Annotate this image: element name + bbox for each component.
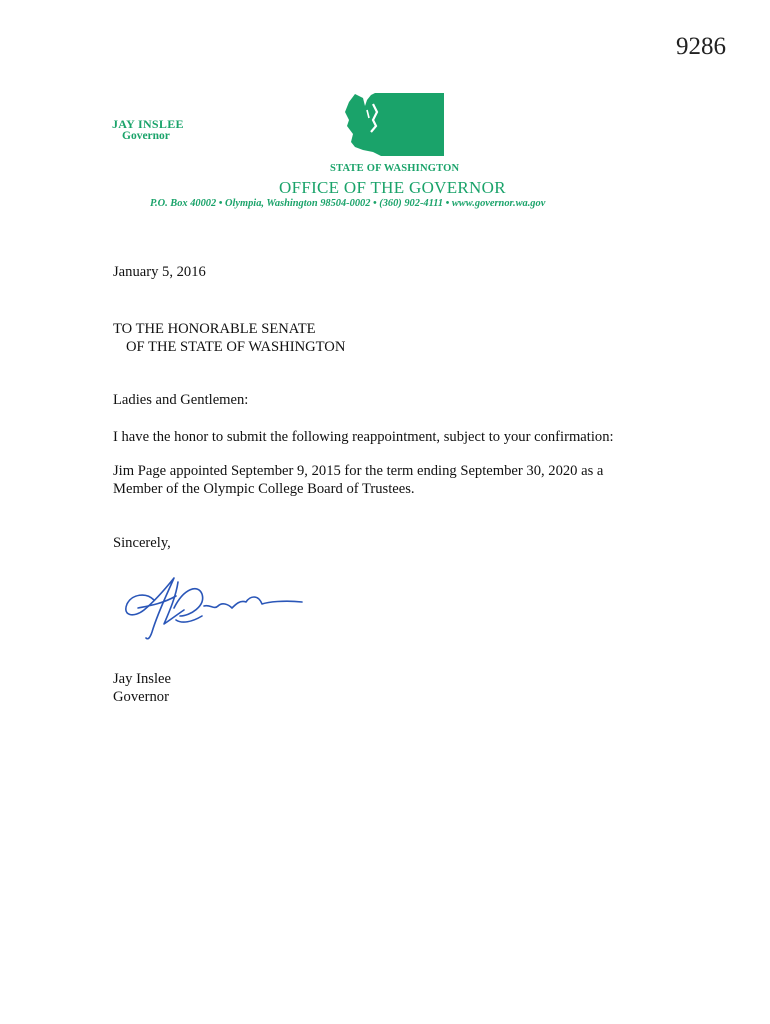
office-title: OFFICE OF THE GOVERNOR <box>279 178 506 197</box>
appointment-line-2: Member of the Olympic College Board of Trustees. <box>113 481 415 497</box>
appointment-line-1: Jim Page appointed September 9, 2015 for the term ending September 30, 2020 as a <box>113 463 604 479</box>
governor-title: Governor <box>122 130 170 142</box>
salutation-line-2: OF THE STATE OF WASHINGTON <box>126 339 346 355</box>
signer-name: Jay Inslee <box>113 671 171 687</box>
salutation-line-1: TO THE HONORABLE SENATE <box>113 321 316 337</box>
greeting: Ladies and Gentlemen: <box>113 392 249 408</box>
state-label: STATE OF WASHINGTON <box>330 163 460 174</box>
washington-state-map-icon <box>343 92 446 156</box>
signer-title: Governor <box>113 689 169 705</box>
page-number: 9286 <box>676 33 726 60</box>
closing: Sincerely, <box>113 535 171 551</box>
intro-paragraph: I have the honor to submit the following reappointment, subject to your confirmation: <box>113 429 614 445</box>
signature <box>118 566 303 646</box>
address-line: P.O. Box 40002 • Olympia, Washington 98504-0002 • (360) 902-4111 • www.governor.wa.gov <box>150 198 546 209</box>
governor-name: JAY INSLEE <box>112 117 184 131</box>
letter-date: January 5, 2016 <box>113 264 206 280</box>
